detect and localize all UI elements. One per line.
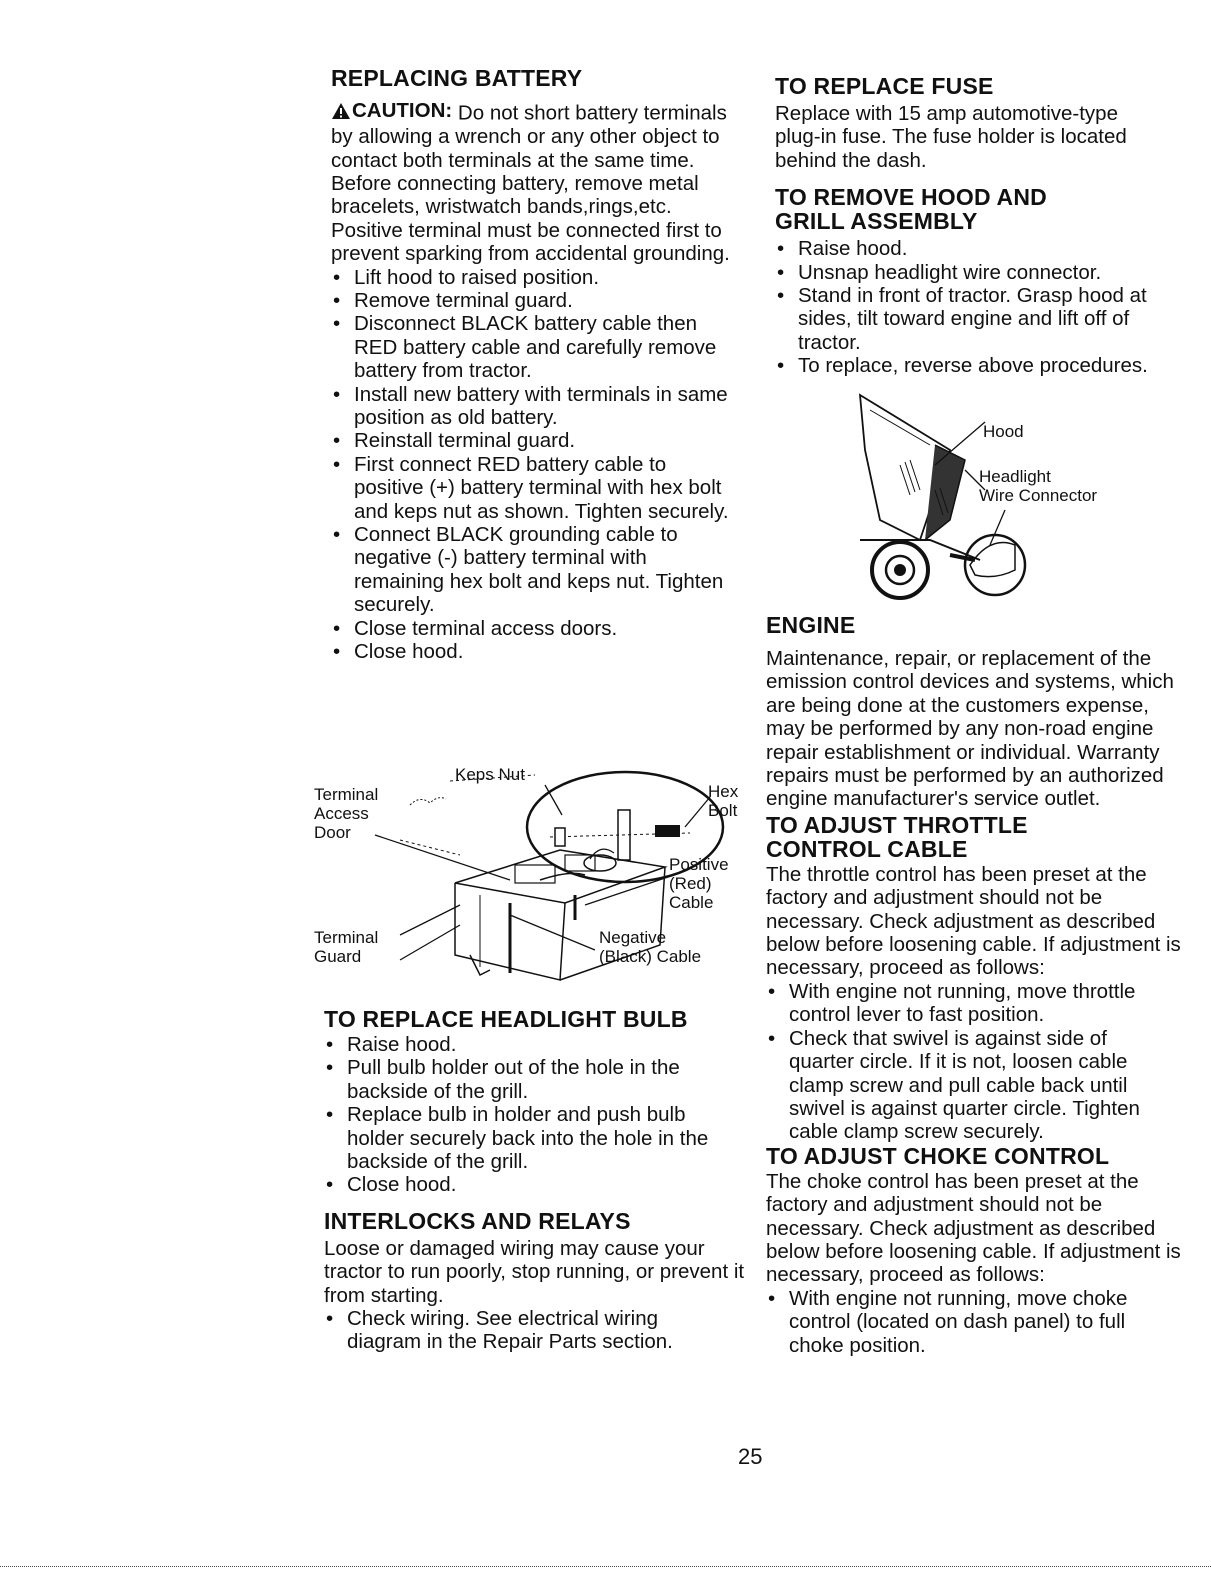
list-item: • Stand in front of tractor. Grasp hood at sides, tilt toward engine and lift off of tractor. — [775, 284, 1180, 354]
hex-bolt-label: Hex Bolt — [708, 782, 739, 820]
choke-steps-list — [766, 1287, 1166, 1357]
list-item: • Close hood. — [331, 640, 731, 663]
keps-nut-label: Keps Nut — [455, 765, 525, 784]
interlocks-steps-list — [324, 1307, 724, 1354]
battery-figure — [300, 755, 760, 995]
terminal-guard-label: Terminal Guard — [314, 928, 379, 966]
list-item: • With engine not running, move choke control (located on dash panel) to full choke position. — [766, 1287, 1166, 1357]
caution-text: Do not short battery terminals by allowing a wrench or any other object to contact both terminals at the same time. Before connecting battery, remove metal bracelets, wristwatch bands,rings,etc. — [331, 101, 727, 219]
hood-figure — [840, 390, 1120, 615]
fuse-text: Replace with 15 amp automotive-type plug-in fuse. The fuse holder is located behind the dash. — [775, 102, 1127, 172]
throttle-heading: TO ADJUST THROTTLE CONTROL CABLE — [766, 811, 1028, 862]
list-item: • To replace, reverse above procedures. — [775, 354, 1180, 377]
replacing-battery-heading: REPLACING BATTERY — [331, 65, 583, 91]
headlight-steps-list — [324, 1033, 734, 1197]
list-item: • Raise hood. — [324, 1033, 734, 1056]
list-item: • Connect BLACK grounding cable to negative (-) battery terminal with remaining hex bolt and keps nut. Tighten securely. — [331, 523, 731, 617]
list-item: • Check that swivel is against side of quarter circle. If it is not, loosen cable clamp screw and pull cable back until swivel is against quarter circle. Tighten cable clamp screw securely. — [766, 1027, 1174, 1144]
list-item: • Raise hood. — [775, 237, 1180, 260]
list-item: • Lift hood to raised position. — [331, 266, 731, 289]
list-item: • Replace bulb in holder and push bulb holder securely back into the hole in the backside of the grill. — [324, 1103, 734, 1173]
choke-text: The choke control has been preset at the factory and adjustment should not be necessary. Check adjustment as described below before loosening cable. If adjustment is necessary, proceed as follows: — [766, 1169, 1181, 1287]
caution-paragraph — [331, 99, 751, 219]
headlight-bulb-heading: TO REPLACE HEADLIGHT BULB — [324, 1006, 688, 1032]
list-item: • Reinstall terminal guard. — [331, 429, 731, 452]
left-column-bottom — [324, 1007, 752, 1354]
choke-heading: TO ADJUST CHOKE CONTROL — [766, 1142, 1110, 1169]
caution-label-wrap — [331, 99, 452, 122]
list-item: • Disconnect BLACK battery cable then RED battery cable and carefully remove battery from tractor. — [331, 312, 731, 382]
replace-fuse-heading: TO REPLACE FUSE — [775, 73, 994, 99]
throttle-text: The throttle control has been preset at the factory and adjustment should not be necessary. Check adjustment as described below before loosening cable. If adjustment is necessary, proceed as follows: — [766, 862, 1181, 980]
list-item: • Close hood. — [324, 1173, 734, 1196]
engine-heading: ENGINE — [766, 612, 856, 638]
hood-steps-list — [775, 237, 1180, 377]
list-item: • Check wiring. See electrical wiring diagram in the Repair Parts section. — [324, 1307, 724, 1354]
bottom-edge-line — [0, 1566, 1211, 1567]
positive-terminal-note: Positive terminal must be connected first to prevent sparking from accidental grounding. — [331, 218, 730, 266]
list-item: • Unsnap headlight wire connector. — [775, 261, 1180, 284]
hood-grill-heading: TO REMOVE HOOD AND GRILL ASSEMBLY — [775, 184, 1047, 235]
terminal-access-door-label: Terminal Access Door — [314, 785, 379, 842]
hood-label: Hood — [983, 422, 1024, 441]
caution-label: CAUTION: — [352, 99, 453, 122]
list-item: • Pull bulb holder out of the hole in the backside of the grill. — [324, 1056, 734, 1103]
engine-text: Maintenance, repair, or replacement of the emission control devices and systems, which are being done at the customers expense, may be performed by any non-road engine repair establishment or individual. Warranty repairs must be performed by an authorized engine manufacturer's service outlet. — [766, 647, 1174, 811]
interlocks-heading: INTERLOCKS AND RELAYS — [324, 1207, 631, 1234]
battery-steps-list — [331, 266, 731, 664]
interlocks-text: Loose or damaged wiring may cause your tractor to run poorly, stop running, or prevent it from starting. — [324, 1236, 745, 1307]
headlight-connector-label: Headlight Wire Connector — [979, 467, 1098, 505]
list-item: • First connect RED battery cable to positive (+) battery terminal with hex bolt and keps nut as shown. Tighten securely. — [331, 453, 731, 523]
warning-triangle-icon — [331, 102, 351, 120]
list-item: • Remove terminal guard. — [331, 289, 731, 312]
left-column-top — [331, 66, 751, 663]
negative-cable-label: Negative (Black) Cable — [599, 928, 702, 966]
positive-cable-label: Positive (Red) Cable — [669, 855, 729, 912]
right-column-top — [775, 74, 1185, 378]
list-item: • With engine not running, move throttle control lever to fast position. — [766, 980, 1174, 1027]
list-item: • Install new battery with terminals in same position as old battery. — [331, 383, 731, 430]
right-column-bottom — [766, 613, 1186, 1357]
throttle-steps-list — [766, 980, 1174, 1144]
page-number: 25 — [738, 1444, 763, 1469]
list-item: • Close terminal access doors. — [331, 617, 731, 640]
